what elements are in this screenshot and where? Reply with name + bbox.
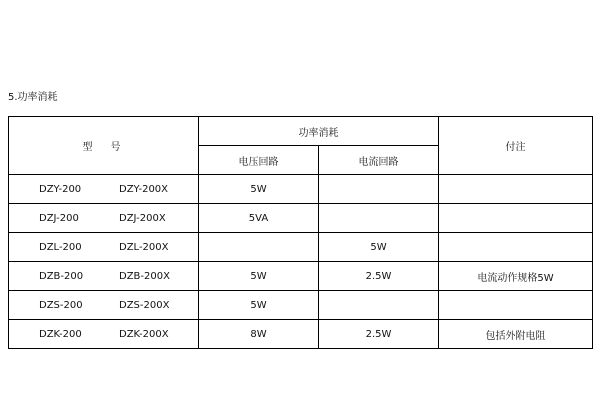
- table-row: [9, 204, 593, 233]
- cell-model: [9, 262, 199, 291]
- model-code-primary: DZY-200: [39, 183, 82, 195]
- model-code-primary: DZB-200: [39, 270, 84, 282]
- cell-current-circuit: 5W: [319, 233, 439, 262]
- header-model: [9, 117, 199, 175]
- power-consumption-table-wrapper: [8, 116, 592, 349]
- cell-voltage-circuit: 5VA: [199, 204, 319, 233]
- cell-model: [9, 320, 199, 349]
- section-heading: 5.功率消耗: [8, 92, 58, 103]
- model-code-primary: DZS-200: [39, 299, 83, 311]
- cell-voltage-circuit: [199, 233, 319, 262]
- header-model-label: 型 号: [82, 142, 125, 153]
- cell-model: [9, 233, 199, 262]
- cell-model: [9, 175, 199, 204]
- model-code-secondary: DZB-200X: [119, 270, 170, 282]
- cell-voltage-circuit: 8W: [199, 320, 319, 349]
- header-power-consumption: 功率消耗: [199, 117, 439, 146]
- model-code-primary: DZL-200: [39, 241, 82, 253]
- cell-note: 电流动作规格5W: [439, 262, 593, 291]
- table-row: [9, 291, 593, 320]
- cell-model: [9, 204, 199, 233]
- cell-current-circuit: 2.5W: [319, 320, 439, 349]
- table-row: [9, 175, 593, 204]
- header-current-circuit: 电流回路: [319, 146, 439, 175]
- cell-voltage-circuit: 5W: [199, 175, 319, 204]
- table-header-row-top: [9, 117, 593, 146]
- header-voltage-circuit: 电压回路: [199, 146, 319, 175]
- model-code-primary: DZK-200: [39, 328, 82, 340]
- cell-current-circuit: [319, 291, 439, 320]
- cell-note: [439, 291, 593, 320]
- table-row: [9, 262, 593, 291]
- cell-model: [9, 291, 199, 320]
- model-code-secondary: DZK-200X: [119, 328, 169, 340]
- cell-current-circuit: 2.5W: [319, 262, 439, 291]
- power-consumption-table: [8, 116, 593, 349]
- model-code-secondary: DZY-200X: [119, 183, 169, 195]
- cell-voltage-circuit: 5W: [199, 291, 319, 320]
- model-code-primary: DZJ-200: [39, 212, 79, 224]
- header-note: 付注: [439, 117, 593, 175]
- cell-current-circuit: [319, 204, 439, 233]
- cell-voltage-circuit: 5W: [199, 262, 319, 291]
- cell-note: [439, 233, 593, 262]
- model-code-secondary: DZJ-200X: [119, 212, 166, 224]
- cell-note: [439, 175, 593, 204]
- model-code-secondary: DZL-200X: [119, 241, 169, 253]
- table-row: [9, 320, 593, 349]
- cell-note: 包括外附电阻: [439, 320, 593, 349]
- cell-current-circuit: [319, 175, 439, 204]
- table-row: [9, 233, 593, 262]
- cell-note: [439, 204, 593, 233]
- model-code-secondary: DZS-200X: [119, 299, 170, 311]
